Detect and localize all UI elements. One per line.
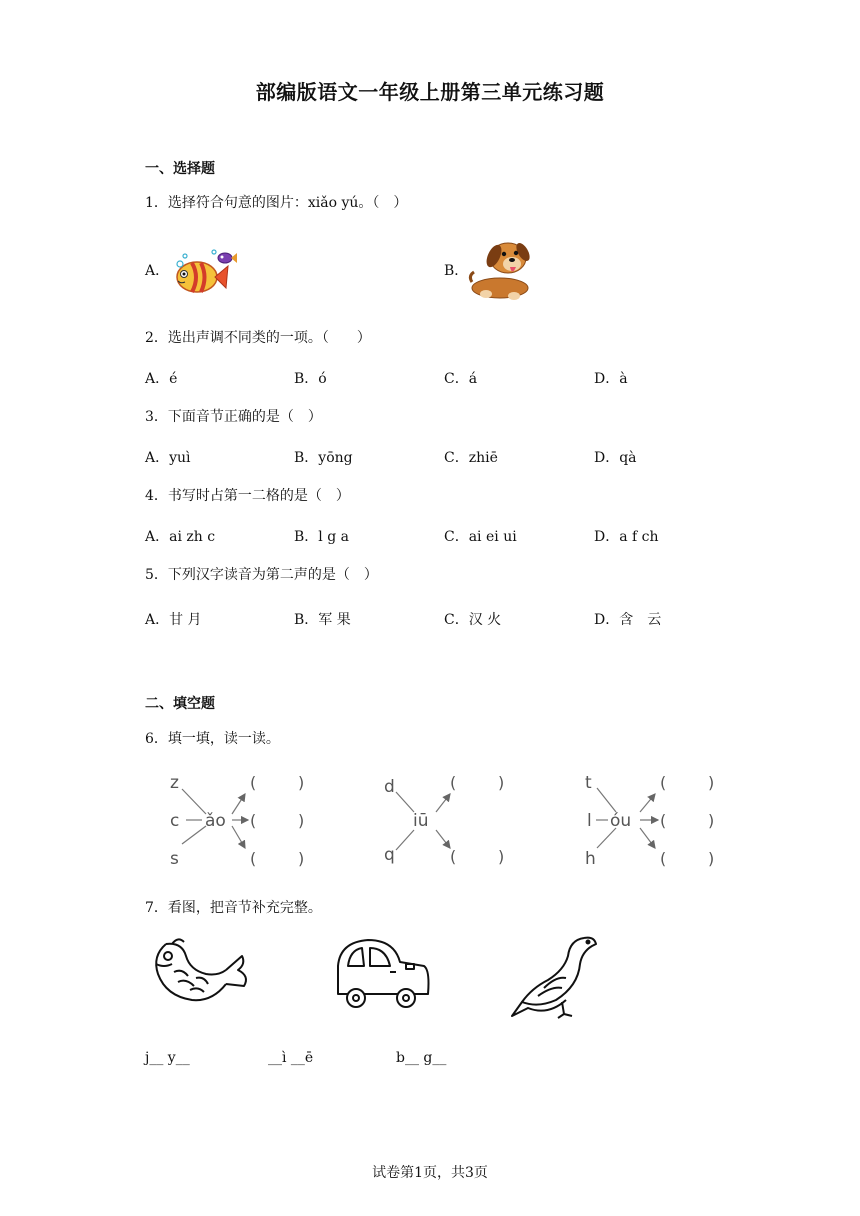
answer-pigeon: b__ g__ bbox=[396, 1050, 447, 1066]
paren-open: ( bbox=[660, 849, 667, 868]
dog-picture bbox=[466, 236, 540, 302]
paren-open: ( bbox=[250, 773, 257, 792]
section-heading-fill: 二、填空题 bbox=[145, 696, 215, 712]
paren-close: ) bbox=[708, 773, 715, 792]
option-5b: B．军 果 bbox=[294, 612, 351, 628]
paren-close: ) bbox=[298, 773, 305, 792]
question-5: 5．下列汉字读音为第二声的是（ ） bbox=[145, 567, 378, 583]
option-2b: B．ó bbox=[294, 371, 327, 387]
paren-open: ( bbox=[450, 847, 457, 866]
option-2c: C．á bbox=[444, 371, 478, 387]
option-2a: A．é bbox=[145, 371, 178, 387]
option-5a: A．甘 月 bbox=[145, 612, 202, 628]
question-6: 6．填一填，读一读。 bbox=[145, 731, 280, 747]
paren-close: ) bbox=[498, 847, 505, 866]
option-4b: B．l g a bbox=[294, 529, 349, 545]
fish-drawing bbox=[146, 934, 252, 1018]
initial-c: c bbox=[170, 811, 180, 831]
option-4c: C．ai ei ui bbox=[444, 529, 517, 545]
final-ao: ǎo bbox=[205, 811, 226, 831]
option-4a: A．ai zh c bbox=[145, 529, 216, 545]
answer-fish: j__ y__ bbox=[145, 1050, 190, 1066]
paren-open: ( bbox=[660, 811, 667, 830]
answer-car: __ì __ē bbox=[268, 1050, 314, 1066]
paren-open: ( bbox=[250, 811, 257, 830]
option-3c: C．zhiē bbox=[444, 450, 498, 466]
page-title: 部编版语文一年级上册第三单元练习题 bbox=[255, 80, 605, 104]
paren-open: ( bbox=[660, 773, 667, 792]
option-1a-label: A． bbox=[145, 263, 170, 279]
initial-l: l bbox=[587, 811, 592, 831]
final-iu: iū bbox=[413, 811, 429, 831]
question-2: 2．选出声调不同类的一项。（ ） bbox=[145, 330, 371, 346]
question-4: 4．书写时占第一二格的是（ ） bbox=[145, 488, 350, 504]
fish-picture bbox=[170, 244, 240, 298]
pinyin-spelling-diagram bbox=[160, 764, 730, 876]
paren-open: ( bbox=[250, 849, 257, 868]
paren-close: ) bbox=[498, 773, 505, 792]
option-1b-label: B． bbox=[444, 263, 469, 279]
option-2d: D．à bbox=[594, 371, 628, 387]
option-3a: A．yuì bbox=[145, 450, 191, 466]
initial-t: t bbox=[585, 773, 592, 793]
initial-s: s bbox=[170, 849, 179, 869]
initial-h: h bbox=[585, 849, 596, 869]
paren-close: ) bbox=[708, 849, 715, 868]
initial-q: q bbox=[384, 845, 395, 865]
paren-close: ) bbox=[298, 811, 305, 830]
option-3b: B．yōng bbox=[294, 450, 353, 466]
pigeon-drawing bbox=[508, 930, 602, 1024]
question-3: 3．下面音节正确的是（ ） bbox=[145, 409, 322, 425]
question-7: 7．看图，把音节补充完整。 bbox=[145, 900, 322, 916]
final-ou: óu bbox=[610, 811, 632, 831]
section-heading-choice: 一、选择题 bbox=[145, 161, 215, 177]
paren-close: ) bbox=[298, 849, 305, 868]
question-1: 1．选择符合句意的图片：xiǎo yú。（ ） bbox=[145, 195, 408, 211]
page-footer: 试卷第1页，共3页 bbox=[372, 1165, 488, 1181]
option-5d: D．含 云 bbox=[594, 612, 662, 628]
option-4d: D．a f ch bbox=[594, 529, 659, 545]
initial-d: d bbox=[384, 777, 395, 797]
initial-z: z bbox=[170, 773, 179, 793]
option-5c: C．汉 火 bbox=[444, 612, 502, 628]
paren-close: ) bbox=[708, 811, 715, 830]
option-3d: D．qà bbox=[594, 450, 637, 466]
car-drawing bbox=[332, 936, 432, 1012]
paren-open: ( bbox=[450, 773, 457, 792]
